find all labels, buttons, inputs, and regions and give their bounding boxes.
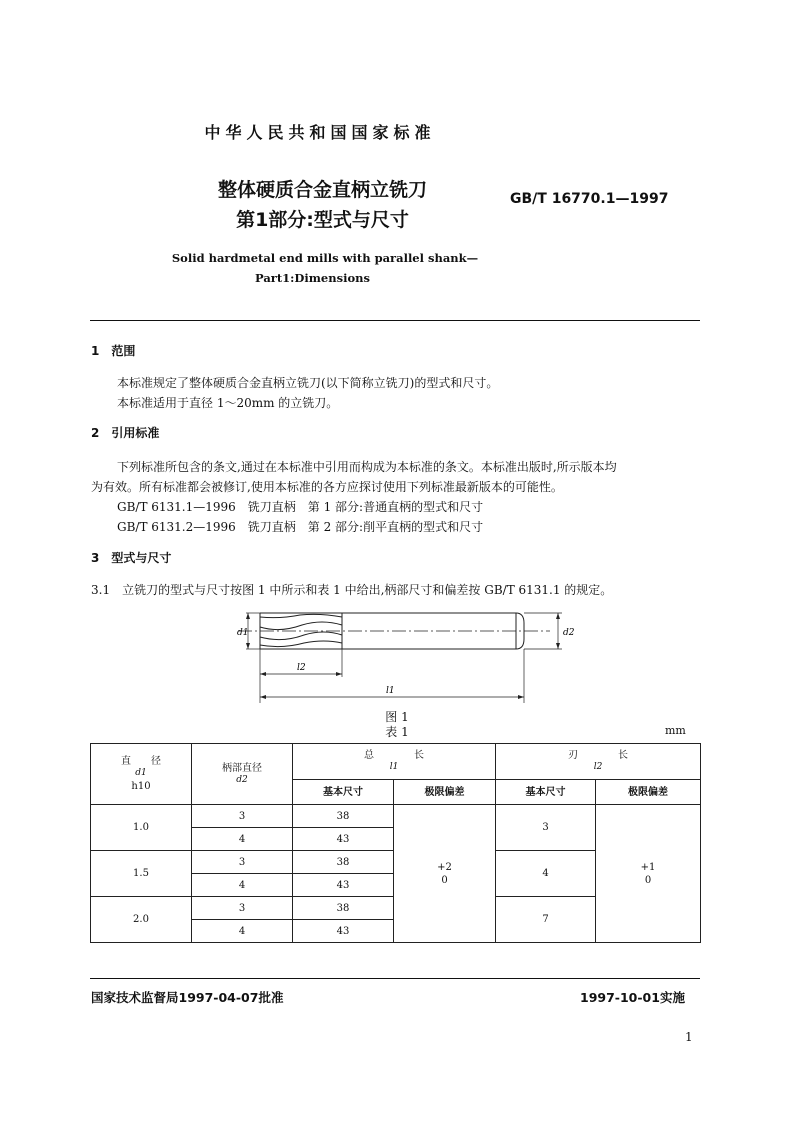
l2-label: l2 (297, 663, 306, 673)
title-cn-line1: 整体硬质合金直柄立铣刀 (217, 179, 427, 201)
cell-d1: 1.0 (91, 805, 192, 851)
cell-l1: 43 (293, 920, 394, 943)
section-3-1-text: 3.1 立铣刀的型式与尺寸按图 1 中所示和表 1 中给出,柄部尺寸和偏差按 GB/T 6131.1 的规定。 (91, 583, 613, 597)
cell-l2-deviation: +1 0 (596, 805, 701, 943)
title-en-line2: Part1:Dimensions (255, 271, 370, 285)
cell-l1: 38 (293, 805, 394, 828)
page-number: 1 (685, 1030, 693, 1044)
flute-4 (260, 641, 342, 647)
header-shank-diameter: 柄部直径 d2 (192, 744, 293, 805)
cell-l2: 7 (496, 897, 596, 943)
section-1-paragraph-2: 本标准适用于直径 1～20mm 的立铣刀。 (117, 396, 339, 410)
national-standard-heading: 中华人民共和国国家标准 (204, 123, 436, 142)
title-en-line1: Solid hardmetal end mills with parallel shank— (171, 251, 479, 265)
header-total-basic: 基本尺寸 (293, 780, 394, 805)
l1-label: l1 (386, 686, 395, 696)
dimension-table (90, 743, 701, 943)
header-edge-length: 刃 长 l2 (496, 744, 701, 780)
cell-l1: 43 (293, 874, 394, 897)
cell-d2: 4 (192, 874, 293, 897)
d2-label: d2 (563, 628, 575, 638)
reference-gb-6131-2: GB/T 6131.2—1996 铣刀直柄 第 2 部分:削平直柄的型式和尺寸 (117, 520, 484, 534)
section-1-heading: 1 范围 (91, 344, 136, 358)
table-unit: mm (665, 724, 686, 737)
header-edge-limit: 极限偏差 (596, 780, 701, 805)
section-2-paragraph-line2: 为有效。所有标准都会被修订,使用本标准的各方应探讨使用下列标准最新版本的可能性。 (91, 480, 563, 494)
cell-l1-deviation: +2 0 (394, 805, 496, 943)
header-diameter: 直 径 d1 h10 (91, 744, 192, 805)
section-2-paragraph-line1: 下列标准所包含的条文,通过在本标准中引用而构成为本标准的条文。本标准出版时,所示版本均 (117, 460, 617, 474)
flute-3 (260, 632, 342, 640)
header-total-length: 总 长 l1 (293, 744, 496, 780)
cell-l1: 38 (293, 897, 394, 920)
end-mill-drawing (220, 603, 580, 703)
standard-code: GB/T 16770.1—1997 (510, 191, 669, 207)
d1-label: d1 (237, 628, 249, 638)
header-total-limit: 极限偏差 (394, 780, 496, 805)
cell-d2: 3 (192, 897, 293, 920)
header-divider (90, 320, 700, 321)
flute-2 (260, 622, 342, 630)
header-edge-basic: 基本尺寸 (496, 780, 596, 805)
approval-line: 国家技术监督局1997-04-07批准 (91, 990, 284, 1005)
cell-l2: 4 (496, 851, 596, 897)
cell-d2: 3 (192, 851, 293, 874)
cell-d2: 4 (192, 920, 293, 943)
reference-gb-6131-1: GB/T 6131.1—1996 铣刀直柄 第 1 部分:普通直柄的型式和尺寸 (117, 500, 484, 514)
section-2-heading: 2 引用标准 (91, 426, 160, 440)
section-1-paragraph-1: 本标准规定了整体硬质合金直柄立铣刀(以下简称立铣刀)的型式和尺寸。 (117, 376, 499, 390)
footer-divider (90, 978, 700, 979)
cell-l1: 38 (293, 851, 394, 874)
section-3-heading: 3 型式与尺寸 (91, 551, 172, 565)
table-1-caption: 表 1 (385, 725, 409, 739)
cell-d1: 1.5 (91, 851, 192, 897)
cell-d2: 3 (192, 805, 293, 828)
flute-1 (260, 614, 342, 617)
cell-l1: 43 (293, 828, 394, 851)
implementation-date: 1997-10-01实施 (580, 990, 685, 1005)
cell-d1: 2.0 (91, 897, 192, 943)
cell-l2: 3 (496, 805, 596, 851)
figure-1-caption: 图 1 (385, 710, 409, 724)
cell-d2: 4 (192, 828, 293, 851)
title-cn-line2: 第1部分:型式与尺寸 (236, 209, 409, 231)
